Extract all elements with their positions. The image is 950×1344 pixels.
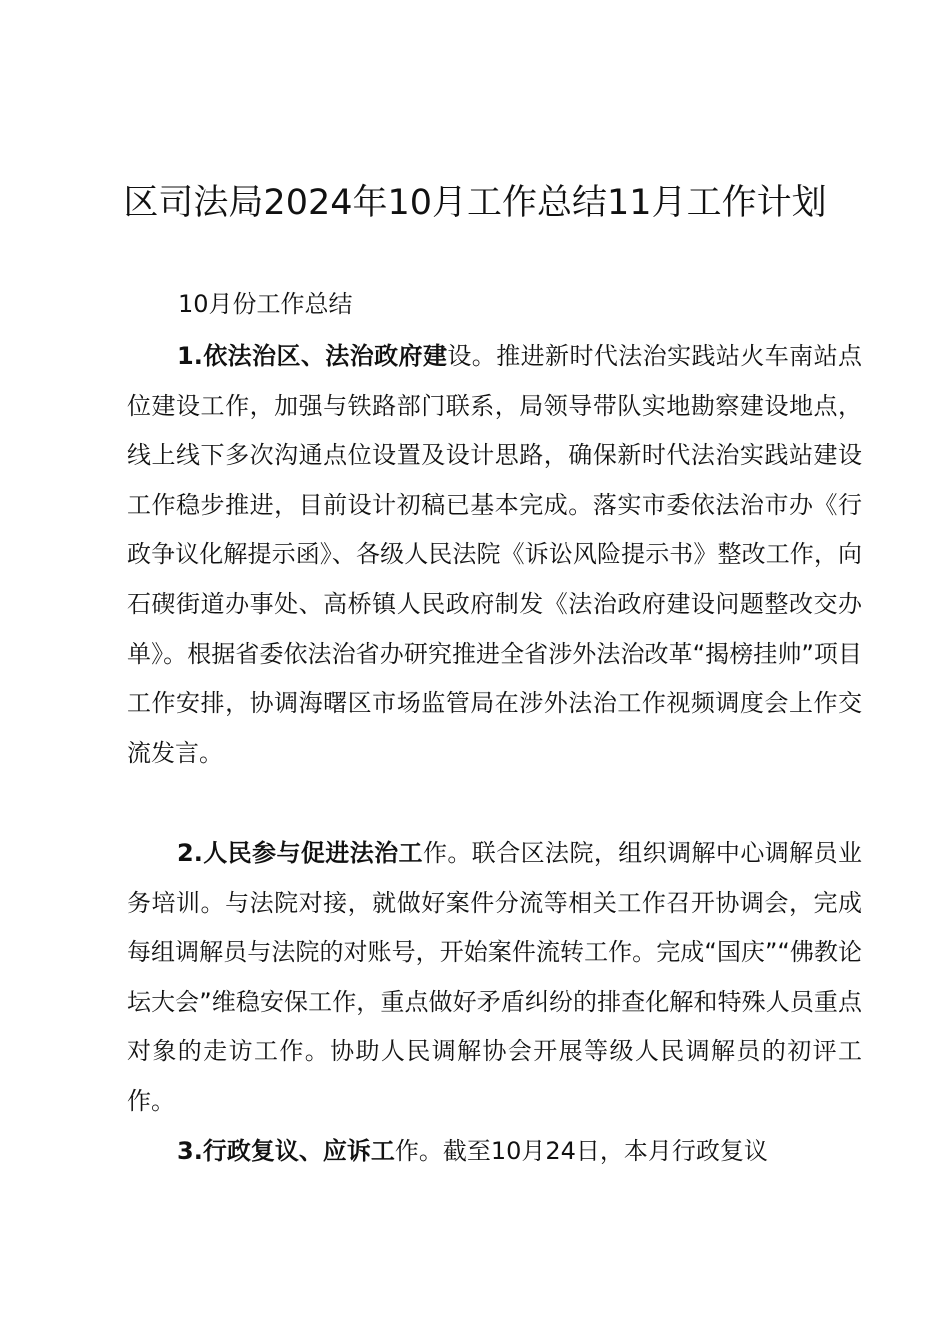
paragraph-2-lead: 2.人民参与促进法治工: [177, 839, 423, 867]
paragraph-1-lead: 1.依法治区、法治政府建: [177, 342, 448, 370]
paragraph-1-body: 设。推进新时代法治实践站火车南站点位建设工作，加强与铁路部门联系，局领导带队实地勘察建设地点，线上线下多次沟通点位设置及设计思路，确保新时代法治实践站建设工作稳步推进，目前设计初稿已基本完成。落实市委依法治市办《行政争议化解提示函》、各级人民法院《诉讼风险提示书》整改工作，向石碶街道办事处、高桥镇人民政府制发《法治政府建设问题整改交办单》。根据省委依法治省办研究推进全省涉外法治改革“揭榜挂帅”项目工作安排，协调海曙区市场监管局在涉外法治工作视频调度会上作交流发言。: [127, 342, 862, 767]
paragraph-2: [127, 829, 862, 1127]
paragraph-3-lead: 3.行政复议、应诉工: [177, 1137, 395, 1165]
paragraph-2-body: 作。联合区法院，组织调解中心调解员业务培训。与法院对接，就做好案件分流等相关工作召开协调会，完成每组调解员与法院的对账号，开始案件流转工作。完成“国庆”“佛教论坛大会”维稳安保工作，重点做好矛盾纠纷的排查化解和特殊人员重点对象的走访工作。协助人民调解协会开展等级人民调解员的初评工作。: [127, 839, 863, 1115]
document-title: 区司法局2024年10月工作总结11月工作计划: [123, 183, 827, 223]
paragraph-3: [127, 1127, 862, 1177]
paragraph-1: [127, 332, 862, 778]
section-heading: 10月份工作总结: [178, 290, 353, 318]
paragraph-3-body: 作。截至10月24日，本月行政复议: [394, 1137, 768, 1165]
